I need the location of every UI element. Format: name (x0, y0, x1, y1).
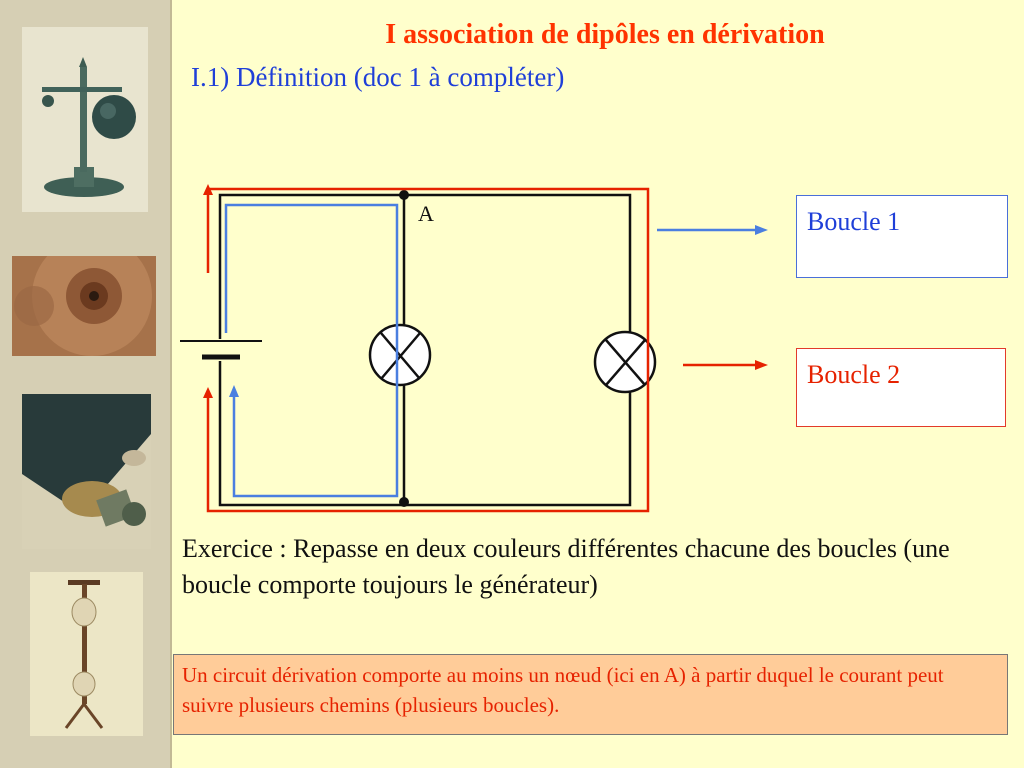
node-b-dot (399, 497, 409, 507)
loop-2-label: Boucle 2 (807, 360, 901, 389)
definition-box (173, 654, 1008, 735)
loop-1-legend-arrow (657, 225, 768, 235)
exercise-text: Exercice : Repasse en deux couleurs différentes chacune des boucles (une boucle comporte toujours le générateur) (182, 534, 950, 599)
balance-scale-image (22, 27, 148, 212)
lamp-2-symbol (595, 332, 655, 392)
sidebar (0, 0, 172, 768)
node-a-label: A (418, 201, 434, 226)
loop-2-label-box (796, 348, 1006, 427)
slide-title: I association de dipôles en dérivation (385, 19, 825, 50)
node-a-dot (399, 190, 409, 200)
loop-2-legend-arrow (683, 360, 768, 370)
parallel-circuit-diagram (170, 175, 770, 525)
lamp-1-symbol (370, 325, 430, 385)
loop-1-label: Boucle 1 (807, 207, 901, 236)
definition-text: Un circuit dérivation comporte au moins un nœud (ici en A) à partir duquel le courant peut suivre plusieurs chemins (plusieurs boucles). (182, 663, 944, 717)
slide-subtitle: I.1) Définition (doc 1 à compléter) (191, 62, 565, 92)
glass-column-image (30, 572, 143, 736)
loop-1-label-box (796, 195, 1008, 278)
telescope-image (22, 394, 151, 549)
generator-symbol (180, 339, 262, 361)
dial-instrument-image (12, 256, 156, 356)
